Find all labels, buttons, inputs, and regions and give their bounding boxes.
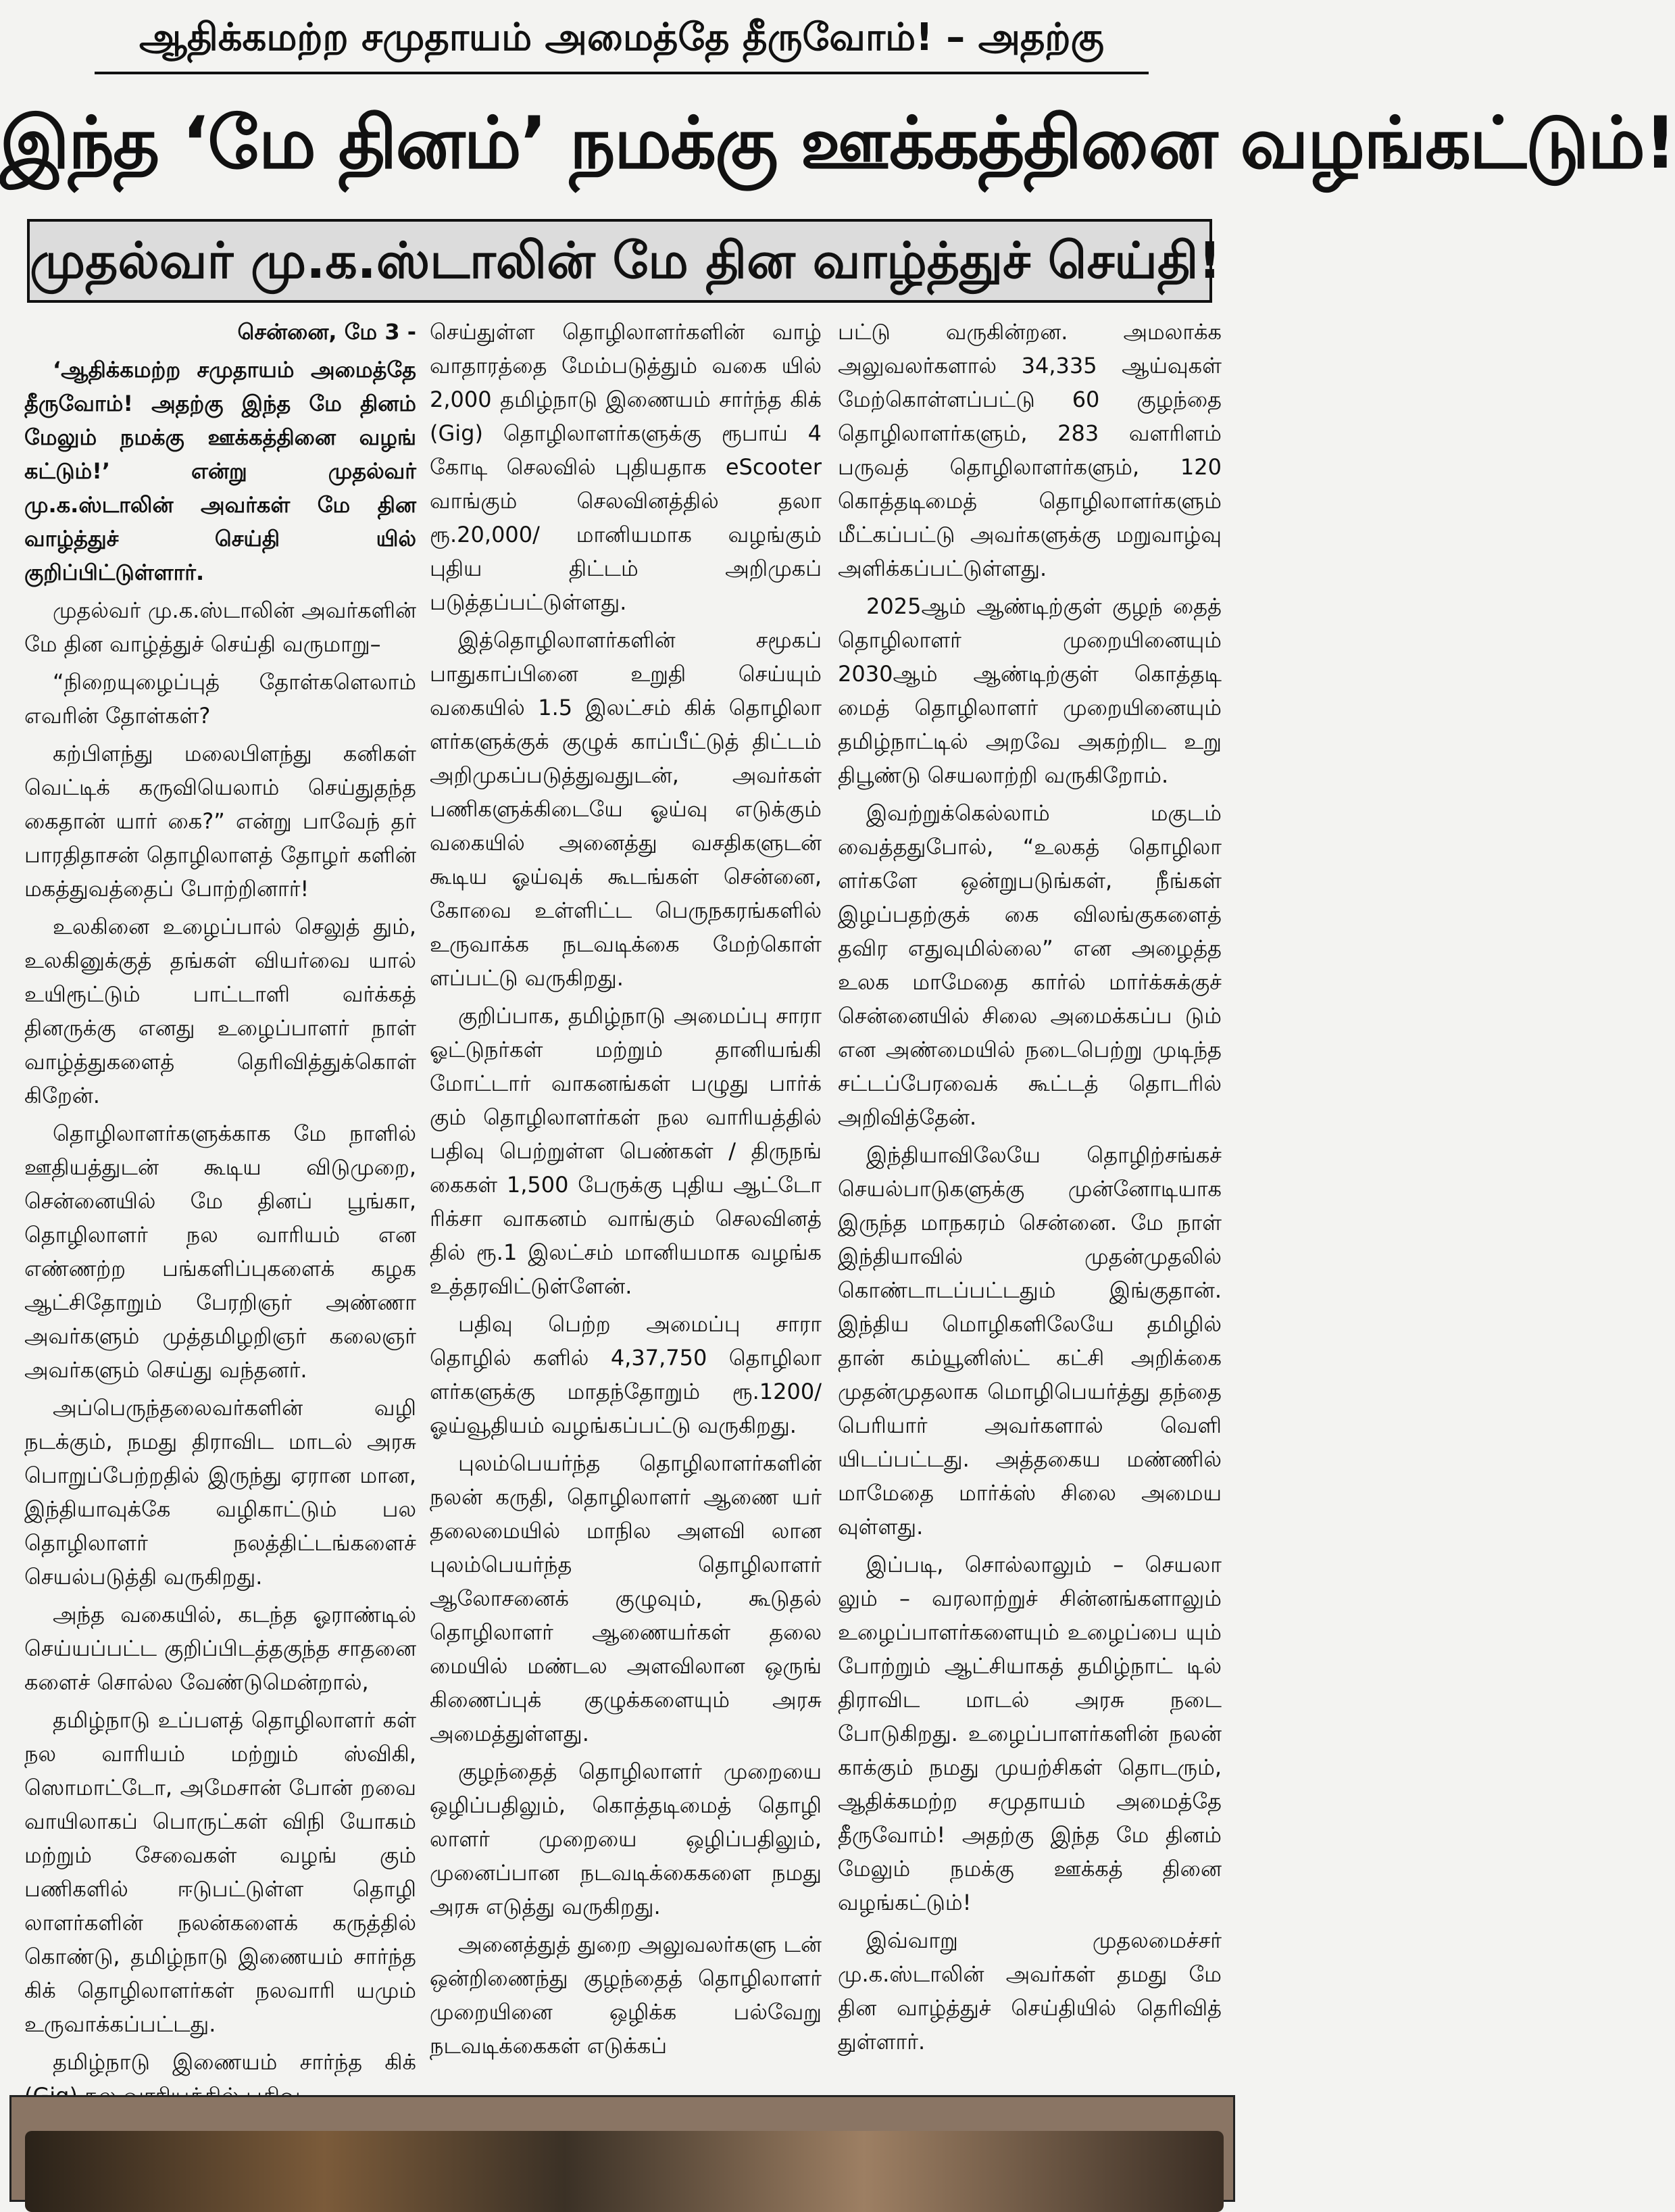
paragraph: குழந்தைத் தொழிலாளர் முறையை ஒழிப்பதிலும், கொத்தடிமைத் தொழி லாளர் முறையை ஒழிப்பதிலும், முனைப்பான நடவடிக்கைகளை நமது அரசு எடுத்து வருகிறது. xyxy=(430,1759,822,1919)
article-column-2 xyxy=(430,315,822,2059)
paragraph: 2025ஆம் ஆண்டிற்குள் குழந் தைத் தொழிலாளர் முறையினையும் 2030ஆம் ஆண்டிற்குள் கொத்தடி மைத் தொழிலாளர் முறையினையும் தமிழ்நாட்டில் அறவே அகற்றிட உறு திபூண்டு செயலாற்றி வருகிறோம். xyxy=(838,593,1222,788)
photo xyxy=(9,2095,1235,2202)
paragraph: கற்பிளந்து மலைபிளந்து கனிகள் வெட்டிக் கருவியெலாம் செய்துதந்த கைதான் யார் கை?” என்று பாவேந் தர் பாரதிதாசன் தொழிலாளத் தோழர் களின் மகத்துவத்தைப் போற்றினார்! xyxy=(24,741,416,902)
paragraph: “நிறையுழைப்புத் தோள்களெலாம் எவரின் தோள்கள்? xyxy=(24,669,416,729)
paragraph: இந்தியாவிலேயே தொழிற்சங்கச் செயல்பாடுகளுக்கு முன்னோடியாக இருந்த மாநகரம் சென்னை. மே நாள் இந்தியாவில் முதன்முதலில் கொண்டாடப்பட்டதும் இங்குதான். இந்திய மொழிகளிலேயே தமிழில் தான் கம்யூனிஸ்ட் கட்சி அறிக்கை முதன்முதலாக மொழிபெயர்த்து தந்தை பெரியார் அவர்களால் வெளி யிடப்பட்டது. அத்தகைய மண்ணில் மாமேதை மார்க்ஸ் சிலை அமைய வுள்ளது. xyxy=(838,1142,1222,1540)
paragraph: இப்படி, சொல்லாலும் – செயலா லும் – வரலாற்றுச் சின்னங்களாலும் உழைப்பாளர்களையும் உழைப்பை யும் போற்றும் ஆட்சியாகத் தமிழ்நாட் டில் திராவிட மாடல் அரசு நடை போடுகிறது. உழைப்பாளர்களின் நலன் காக்கும் நமது முயற்சிகள் தொடரும், ஆதிக்கமற்ற சமுதாயம் அமைத்தே தீருவோம்! அதற்கு இந்த மே தினம் மேலும் நமக்கு ஊக்கத் தினை வழங்கட்டும்! xyxy=(838,1552,1222,1915)
paragraph: முதல்வர் மு.க.ஸ்டாலின் அவர்களின் மே தின வாழ்த்துச் செய்தி வருமாறு– xyxy=(24,597,416,657)
kicker-headline: ஆதிக்கமற்ற சமுதாயம் அமைத்தே தீருவோம்! – அதற்கு xyxy=(139,16,1104,59)
photo-content xyxy=(25,2131,1224,2212)
kicker-underline xyxy=(95,72,1149,74)
dateline: சென்னை, மே 3 - xyxy=(237,319,416,345)
paragraph: அப்பெருந்தலைவர்களின் வழி நடக்கும், நமது திராவிட மாடல் அரசு பொறுப்பேற்றதில் இருந்து ஏரான மான, இந்தியாவுக்கே வழிகாட்டும் பல தொழிலாளர் நலத்திட்டங்களைச் செயல்படுத்தி வருகிறது. xyxy=(24,1395,416,1590)
paragraph: செய்துள்ள தொழிலாளர்களின் வாழ் வாதாரத்தை மேம்படுத்தும் வகை யில் 2,000 தமிழ்நாடு இணையம் சார்ந்த கிக் (Gig) தொழிலாளர்களுக்கு ரூபாய் 4 கோடி செலவில் புதியதாக eScooter வாங்கும் செலவினத்தில் தலா ரூ.20,000/ மானியமாக வழங்கும் புதிய திட்டம் அறிமுகப் படுத்தப்பட்டுள்ளது. xyxy=(430,319,822,615)
paragraph: இவ்வாறு முதலமைச்சர் மு.க.ஸ்டாலின் அவர்கள் தமது மே தின வாழ்த்துச் செய்தியில் தெரிவித் துள்ளார். xyxy=(838,1927,1222,2055)
paragraph: தொழிலாளர்களுக்காக மே நாளில் ஊதியத்துடன் கூடிய விடுமுறை, சென்னையில் மே தினப் பூங்கா, தொழிலாளர் நல வாரியம் என எண்ணற்ற பங்களிப்புகளைக் கழக ஆட்சிதோறும் பேரறிஞர் அண்ணா அவர்களும் முத்தமிழறிஞர் கலைஞர் அவர்களும் செய்து வந்தனர். xyxy=(24,1121,416,1383)
paragraph: உலகினை உழைப்பால் செலுத் தும், உலகினுக்குத் தங்கள் வியர்வை யால் உயிரூட்டும் பாட்டாளி வர்க்கத் தினருக்கு எனது உழைப்பாளர் நாள் வாழ்த்துகளைத் தெரிவித்துக்கொள் கிறேன். xyxy=(24,914,416,1108)
paragraph: அனைத்துத் துறை அலுவலர்களு டன் ஒன்றிணைந்து குழந்தைத் தொழிலாளர் முறையினை ஒழிக்க பல்வேறு நடவடிக்கைகள் எடுக்கப் xyxy=(430,1932,822,2059)
paragraph: இத்தொழிலாளர்களின் சமூகப் பாதுகாப்பினை உறுதி செய்யும் வகையில் 1.5 இலட்சம் கிக் தொழிலா ளர்களுக்குக் குழுக் காப்பீட்டுத் திட்டம் அறிமுகப்படுத்துவதுடன், அவர்கள் பணிகளுக்கிடையே ஓய்வு எடுக்கும் வகையில் அனைத்து வசதிகளுடன் கூடிய ஓய்வுக் கூடங்கள் சென்னை, கோவை உள்ளிட்ட பெருநகரங்களில் உருவாக்க நடவடிக்கை மேற்கொள் ளப்பட்டு வருகிறது. xyxy=(430,627,822,991)
main-headline: இந்த ‘மே தினம்’ நமக்கு ஊக்கத்தினை வழங்கட்டும்! xyxy=(0,101,1675,185)
paragraph: தமிழ்நாடு இணையம் சார்ந்த கிக் xyxy=(53,2049,416,2075)
lead-paragraph: ‘ஆதிக்கமற்ற சமுதாயம் அமைத்தே தீருவோம்! அதற்கு இந்த மே தினம் மேலும் நமக்கு ஊக்கத்தினை வழங் கட்டும்!’ என்று முதல்வர் மு.க.ஸ்டாலின் அவர்கள் மே தின வாழ்த்துச் செய்தி யில் குறிப்பிட்டுள்ளார். xyxy=(24,357,416,585)
paragraph: அந்த வகையில், கடந்த ஓராண்டில் செய்யப்பட்ட குறிப்பிடத்தகுந்த சாதனை களைச் சொல்ல வேண்டுமென்றால், xyxy=(24,1602,416,1695)
paragraph: பதிவு பெற்ற அமைப்பு சாரா தொழில் களில் 4,37,750 தொழிலா ளர்களுக்கு மாதந்தோறும் ரூ.1200/ ஓய்வூதியம் வழங்கப்பட்டு வருகிறது. xyxy=(430,1311,822,1438)
paragraph: பட்டு வருகின்றன. அமலாக்க அலுவலர்களால் 34,335 ஆய்வுகள் மேற்கொள்ளப்பட்டு 60 குழந்தை தொழிலாளர்களும், 283 வளரிளம் பருவத் தொழிலாளர்களும், 120 கொத்தடிமைத் தொழிலாளர்களும் மீட்கப்பட்டு அவர்களுக்கு மறுவாழ்வு அளிக்கப்பட்டுள்ளது. xyxy=(838,319,1222,581)
paragraph: தமிழ்நாடு உப்பளத் தொழிலாளர் கள் நல வாரியம் மற்றும் ஸ்விகி, ஸொமாட்டோ, அமேசான் போன் றவை வாயிலாகப் பொருட்கள் விநி யோகம் மற்றும் சேவைகள் வழங் கும் பணிகளில் ஈடுபட்டுள்ள தொழி லாளர்களின் நலன்களைக் கருத்தில் கொண்டு, தமிழ்நாடு இணையம் சார்ந்த கிக் தொழிலாளர்கள் நலவாரி யமும் உருவாக்கப்பட்டது. xyxy=(24,1707,416,2037)
article-column-3 xyxy=(838,315,1222,2055)
paragraph: புலம்பெயர்ந்த தொழிலாளர்களின் நலன் கருதி, தொழிலாளர் ஆணை யர் தலைமையில் மாநில அளவி லான புலம்பெயர்ந்த தொழிலாளர் ஆலோசனைக் குழுவும், கூடுதல் தொழிலாளர் ஆணையர்கள் தலை மையில் மண்டல அளவிலான ஒருங் கிணைப்புக் குழுக்களையும் அரசு அமைத்துள்ளது. xyxy=(430,1450,822,1746)
paragraph: இவற்றுக்கெல்லாம் மகுடம் வைத்ததுபோல், “உலகத் தொழிலா ளர்களே ஒன்றுபடுங்கள், நீங்கள் இழப்பதற்குக் கை விலங்குகளைத் தவிர எதுவுமில்லை” என அழைத்த உலக மாமேதை கார்ல் மார்க்சுக்குச் சென்னையில் சிலை அமைக்கப்ப டும் என அண்மையில் நடைபெற்று முடிந்த சட்டப்பேரவைக் கூட்டத் தொடரில் அறிவித்தேன். xyxy=(838,800,1222,1130)
article-column-1 xyxy=(24,315,416,2075)
paragraph: குறிப்பாக, தமிழ்நாடு அமைப்பு சாரா ஓட்டுநர்கள் மற்றும் தானியங்கி மோட்டார் வாகனங்கள் பழுது பார்க் கும் தொழிலாளர்கள் நல வாரியத்தில் பதிவு பெற்றுள்ள பெண்கள் / திருநங் கைகள் 1,500 பேருக்கு புதிய ஆட்டோ ரிக்சா வாகனம் வாங்கும் செலவினத் தில் ரூ.1 இலட்சம் மானியமாக வழங்க உத்தரவிட்டுள்ளேன். xyxy=(430,1003,822,1299)
subhead-box: முதல்வர் மு.க.ஸ்டாலின் மே தின வாழ்த்துச் செய்தி! xyxy=(27,219,1212,303)
